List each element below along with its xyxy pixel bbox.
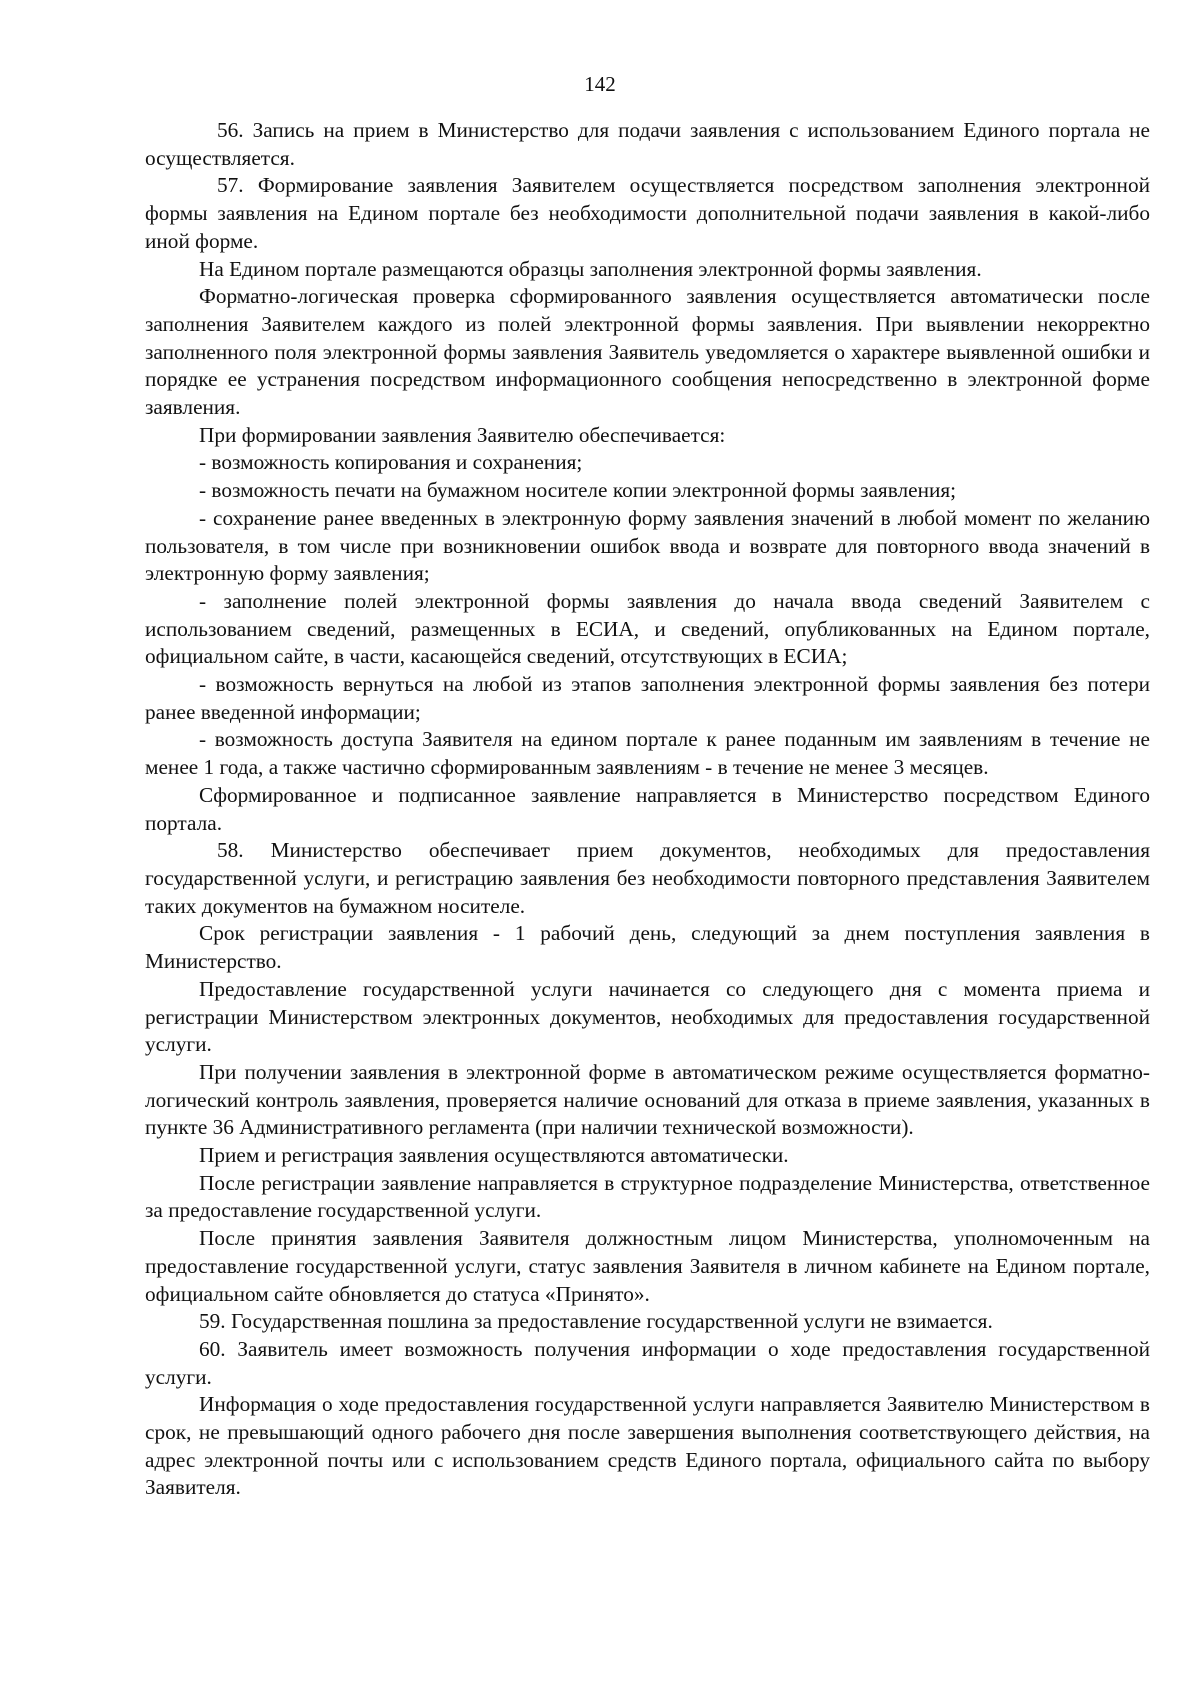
paragraph-58: 58. Министерство обеспечивает прием документов, необходимых для предоставления государственной услуги, и регистрацию заявления без необходимости повторного представления Заявителем таких документов на бумажном носителе. — [145, 838, 1150, 918]
paragraph: Форматно-логическая проверка сформированного заявления осуществляется автоматически после заполнения Заявителем каждого из полей электронной формы заявления. При выявлении некорректно заполненного поля электронной формы заявления Заявитель уведомляется о характере выявленной ошибки и порядке ее устранения посредством информационного сообщения непосредственно в электронной форме заявления. — [145, 284, 1150, 420]
paragraph-59: 59. Государственная пошлина за предоставление государственной услуги не взимается. — [199, 1309, 993, 1334]
paragraph-60: 60. Заявитель имеет возможность получения информации о ходе предоставления государственной услуги. — [145, 1336, 1150, 1389]
page-number: 142 — [584, 72, 616, 96]
list-item: - сохранение ранее введенных в электронную форму заявления значений в любой момент по желанию пользователя, в том числе при возникновении ошибок ввода и возврате для повторного ввода значений в электронную форму заявления; — [145, 505, 1150, 586]
list-item: - возможность вернуться на любой из этапов заполнения электронной формы заявления без потери ранее введенной информации; — [145, 672, 1150, 724]
paragraph-57: 57. Формирование заявления Заявителем осуществляется посредством заполнения электронной формы заявления на Едином портале без необходимости дополнительной подачи заявления в какой-либо иной форме. — [145, 173, 1150, 253]
list-item: - заполнение полей электронной формы заявления до начала ввода сведений Заявителем с использованием сведений, размещенных в ЕСИА, и сведений, опубликованных на Едином портале, официальном сайте, в части, касающейся сведений, отсутствующих в ЕСИА; — [145, 588, 1150, 669]
paragraph: Срок регистрации заявления - 1 рабочий день, следующий за днем поступления заявления в Министерство. — [145, 921, 1150, 974]
paragraph: После регистрации заявление направляется в структурное подразделение Министерства, ответственное за предоставление государственной услуги. — [145, 1170, 1150, 1223]
paragraph: При получении заявления в электронной форме в автоматическом режиме осуществляется форматно-логический контроль заявления, проверяется наличие оснований для отказа в приеме заявления, указанных в пункте 36 Административного регламента (при наличии технической возможности). — [145, 1059, 1150, 1140]
document-body — [145, 117, 1150, 1502]
list-item: - возможность копирования и сохранения; — [199, 450, 583, 475]
paragraph: Предоставление государственной услуги начинается со следующего дня с момента приема и регистрации Министерством электронных документов, необходимых для предоставления государственной услуги. — [145, 976, 1150, 1057]
paragraph-56: 56. Запись на прием в Министерство для подачи заявления с использованием Единого портала не осуществляется. — [145, 118, 1150, 170]
paragraph: После принятия заявления Заявителя должностным лицом Министерства, уполномоченным на предоставление государственной услуги, статус заявления Заявителя в личном кабинете на Едином портале, официальном сайте обновляется до статуса «Принято». — [145, 1226, 1150, 1306]
list-item: - возможность печати на бумажном носителе копии электронной формы заявления; — [199, 478, 957, 503]
paragraph: На Едином портале размещаются образцы заполнения электронной формы заявления. — [199, 256, 982, 281]
paragraph: При формировании заявления Заявителю обеспечивается: — [199, 422, 726, 447]
list-item: - возможность доступа Заявителя на едином портале к ранее поданным им заявлениям в течение не менее 1 года, а также частично сформированным заявлениям - в течение не менее 3 месяцев. — [145, 727, 1150, 780]
paragraph: Информация о ходе предоставления государственной услуги направляется Заявителю Министерством в срок, не превышающий одного рабочего дня после завершения выполнения соответствующего действия, на адрес электронной почты или с использованием средств Единого портала, официального сайта по выбору Заявителя. — [145, 1392, 1150, 1500]
paragraph: Сформированное и подписанное заявление направляется в Министерство посредством Единого портала. — [145, 782, 1150, 835]
paragraph: Прием и регистрация заявления осуществляются автоматически. — [199, 1143, 789, 1168]
